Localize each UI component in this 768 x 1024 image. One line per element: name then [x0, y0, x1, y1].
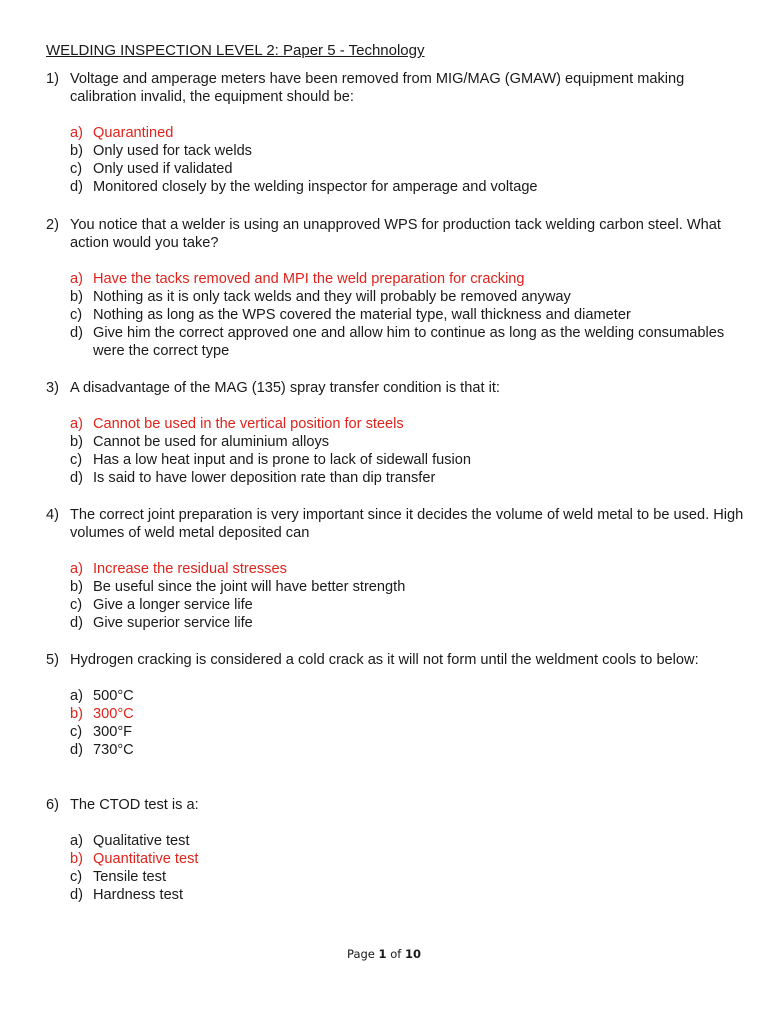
question-stem	[46, 70, 751, 106]
option-text: Tensile test	[93, 869, 167, 885]
option-label: b)	[70, 851, 83, 867]
option-text: Give him the correct approved one and allow him to continue as long as the welding consumables were the correct type	[93, 325, 725, 359]
option-b	[46, 850, 751, 868]
question-1	[46, 70, 751, 196]
question-number: 2)	[46, 217, 59, 233]
option-text: 730°C	[93, 742, 134, 758]
option-text: Hardness test	[93, 887, 184, 903]
option-label: a)	[70, 833, 83, 849]
option-text: Be useful since the joint will have better strength	[93, 579, 406, 595]
question-5	[46, 651, 751, 759]
option-c	[46, 306, 751, 324]
option-a	[46, 687, 751, 705]
question-2	[46, 216, 751, 360]
question-text: A disadvantage of the MAG (135) spray transfer condition is that it:	[70, 380, 500, 396]
option-label: c)	[70, 869, 83, 885]
option-b	[46, 288, 751, 306]
option-label: d)	[70, 179, 83, 195]
question-number: 4)	[46, 507, 59, 523]
question-stem	[46, 796, 751, 814]
option-text: 500°C	[93, 688, 134, 704]
question-text: The CTOD test is a:	[70, 797, 199, 813]
option-text: Have the tacks removed and MPI the weld preparation for cracking	[93, 271, 525, 287]
option-a	[46, 832, 751, 850]
question-number: 1)	[46, 71, 59, 87]
option-d	[46, 324, 751, 360]
option-label: a)	[70, 125, 83, 141]
page-footer	[0, 947, 768, 961]
option-text: Cannot be used in the vertical position for steels	[93, 416, 404, 432]
option-list	[46, 124, 751, 196]
option-text: Quantitative test	[93, 851, 199, 867]
option-list	[46, 687, 751, 759]
option-b	[46, 433, 751, 451]
option-d	[46, 886, 751, 904]
option-text: Give a longer service life	[93, 597, 253, 613]
option-label: b)	[70, 579, 83, 595]
option-d	[46, 614, 751, 632]
option-list	[46, 832, 751, 904]
option-text: Qualitative test	[93, 833, 190, 849]
option-list	[46, 415, 751, 487]
page-title: WELDING INSPECTION LEVEL 2: Paper 5 - Technology	[46, 42, 425, 59]
option-label: d)	[70, 325, 83, 341]
option-text: Is said to have lower deposition rate than dip transfer	[93, 470, 436, 486]
option-label: b)	[70, 434, 83, 450]
question-stem	[46, 216, 751, 252]
option-a	[46, 270, 751, 288]
footer-prefix: Page	[347, 947, 379, 961]
question-number: 3)	[46, 380, 59, 396]
option-label: d)	[70, 470, 83, 486]
option-text: Increase the residual stresses	[93, 561, 287, 577]
option-text: Nothing as long as the WPS covered the material type, wall thickness and diameter	[93, 307, 631, 323]
option-label: d)	[70, 742, 83, 758]
option-label: a)	[70, 561, 83, 577]
option-text: Only used for tack welds	[93, 143, 252, 159]
option-a	[46, 415, 751, 433]
option-c	[46, 723, 751, 741]
option-a	[46, 560, 751, 578]
question-4	[46, 506, 751, 632]
option-label: c)	[70, 307, 83, 323]
option-text: Has a low heat input and is prone to lack of sidewall fusion	[93, 452, 472, 468]
option-b	[46, 578, 751, 596]
option-text: Nothing as it is only tack welds and they will probably be removed anyway	[93, 289, 571, 305]
option-d	[46, 741, 751, 759]
option-label: a)	[70, 688, 83, 704]
option-text: Give superior service life	[93, 615, 253, 631]
option-text: 300°C	[93, 706, 134, 722]
option-c	[46, 596, 751, 614]
option-b	[46, 705, 751, 723]
option-list	[46, 560, 751, 632]
option-list	[46, 270, 751, 360]
option-a	[46, 124, 751, 142]
option-label: c)	[70, 597, 83, 613]
option-label: b)	[70, 143, 83, 159]
option-text: Only used if validated	[93, 161, 233, 177]
option-text: Monitored closely by the welding inspector for amperage and voltage	[93, 179, 538, 195]
footer-total-pages: 10	[404, 947, 421, 961]
option-label: c)	[70, 452, 83, 468]
option-c	[46, 160, 751, 178]
option-text: 300°F	[93, 724, 133, 740]
option-b	[46, 142, 751, 160]
option-text: Cannot be used for aluminium alloys	[93, 434, 330, 450]
question-number: 5)	[46, 652, 59, 668]
option-c	[46, 451, 751, 469]
question-6	[46, 796, 751, 904]
question-stem	[46, 379, 751, 397]
question-text: You notice that a welder is using an unapproved WPS for production tack welding carbon steel. What action would you take?	[70, 217, 721, 251]
question-text: Hydrogen cracking is considered a cold crack as it will not form until the weldment cools to below:	[70, 652, 699, 668]
question-3	[46, 379, 751, 487]
option-label: d)	[70, 887, 83, 903]
question-stem	[46, 651, 751, 669]
option-label: b)	[70, 289, 83, 305]
question-stem	[46, 506, 751, 542]
option-c	[46, 868, 751, 886]
option-text: Quarantined	[93, 125, 174, 141]
option-d	[46, 469, 751, 487]
option-label: c)	[70, 724, 83, 740]
question-text: Voltage and amperage meters have been removed from MIG/MAG (GMAW) equipment making calibration invalid, the equipment should be:	[70, 71, 685, 105]
option-label: b)	[70, 706, 83, 722]
footer-of: of	[386, 947, 405, 961]
option-label: c)	[70, 161, 83, 177]
question-number: 6)	[46, 797, 59, 813]
option-label: a)	[70, 271, 83, 287]
option-label: a)	[70, 416, 83, 432]
option-label: d)	[70, 615, 83, 631]
option-d	[46, 178, 751, 196]
question-text: The correct joint preparation is very important since it decides the volume of weld metal to be used. High volumes of weld metal deposited can	[70, 507, 744, 541]
footer-current-page: 1	[378, 947, 387, 961]
